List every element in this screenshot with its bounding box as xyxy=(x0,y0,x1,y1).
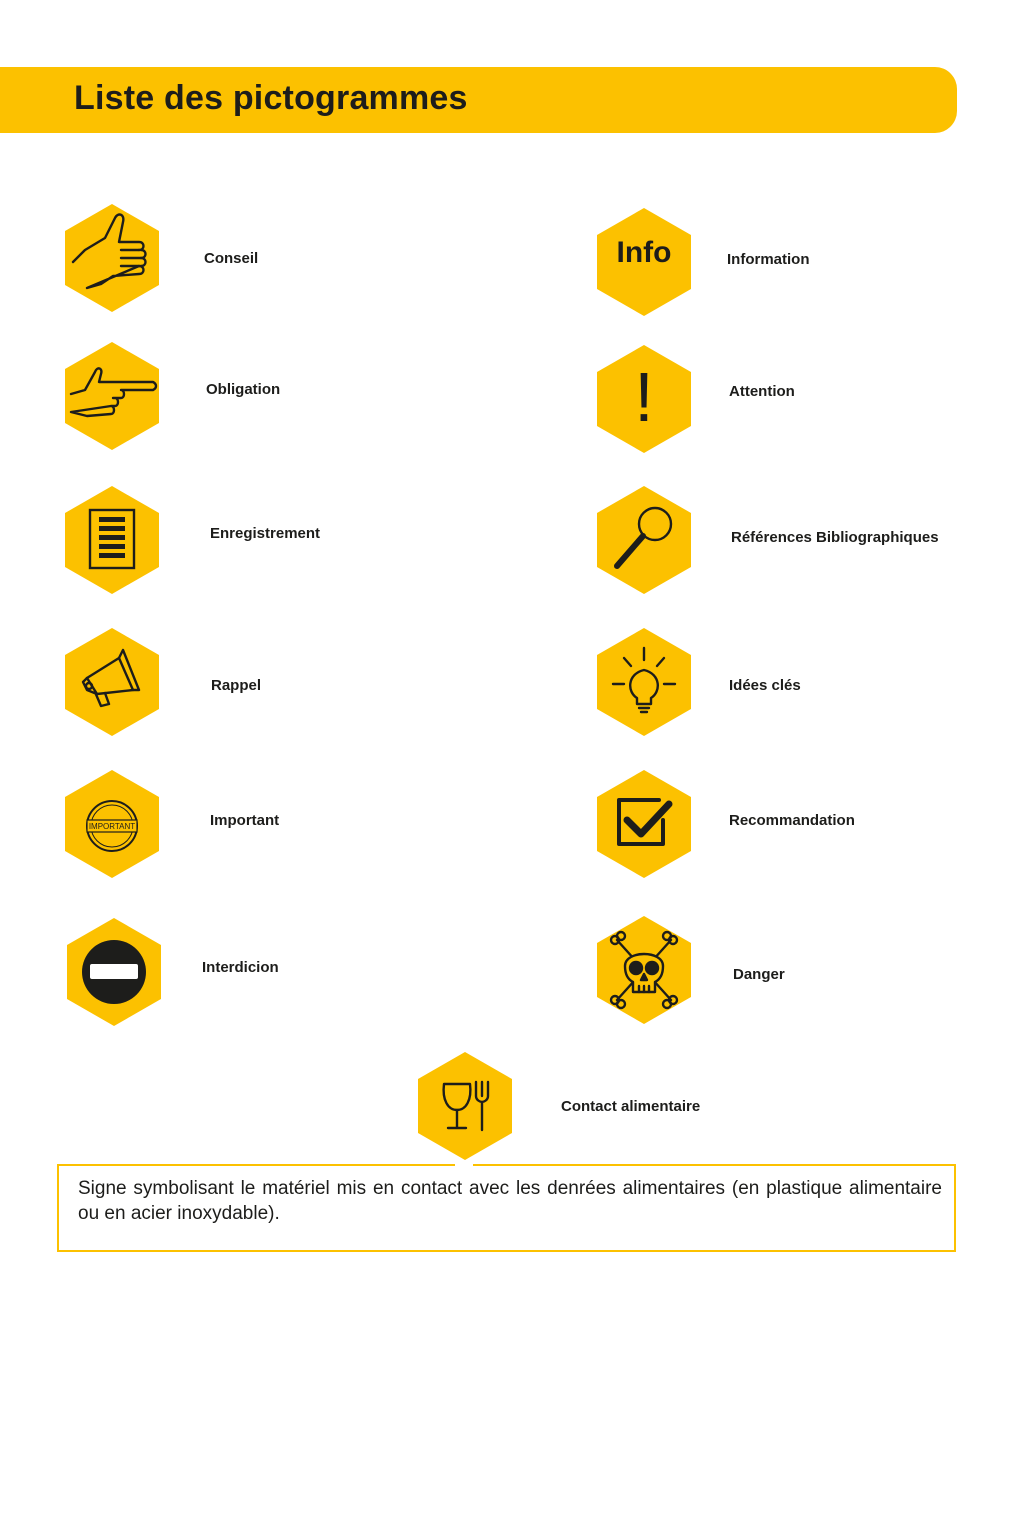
pictogram-label: Conseil xyxy=(204,250,259,267)
pictogram-label: Idées clés xyxy=(729,677,801,694)
description-box xyxy=(57,1164,956,1252)
document-icon xyxy=(65,486,159,594)
thumbs-up-icon xyxy=(65,204,159,312)
pictogram-label: Contact alimentaire xyxy=(561,1098,701,1115)
page-title: Liste des pictogrammes xyxy=(74,79,468,117)
title-banner xyxy=(0,67,957,133)
checkbox-icon xyxy=(597,770,691,878)
pictogram-label: Recommandation xyxy=(729,812,855,829)
pictogram-label: Danger xyxy=(733,966,785,983)
svg-text:IMPORTANT: IMPORTANT xyxy=(88,822,136,831)
magnifier-icon xyxy=(597,486,691,594)
callout-gap xyxy=(455,1160,473,1168)
pictogram-label: Information xyxy=(727,251,810,268)
description-text: Signe symbolisant le matériel mis en contact avec les denrées alimentaires (en plastique alimentaire ou en acier inoxydable). xyxy=(78,1178,942,1224)
pointing-hand-icon xyxy=(65,342,159,450)
info-icon: Info xyxy=(597,208,691,316)
no-entry-icon xyxy=(67,918,161,1026)
pictogram-label: Références Bibliographiques xyxy=(731,529,939,546)
skull-crossbones-icon xyxy=(597,916,691,1024)
important-stamp-icon xyxy=(65,770,159,878)
pictogram-label: Important xyxy=(210,812,280,829)
exclamation-icon: ! xyxy=(597,345,691,453)
pictogram-label: Interdicion xyxy=(202,959,279,976)
lightbulb-icon xyxy=(597,628,691,736)
pictogram-label: Enregistrement xyxy=(210,525,321,542)
glass-fork-icon xyxy=(418,1052,512,1160)
pictogram-label: Rappel xyxy=(211,677,262,694)
megaphone-icon xyxy=(65,628,159,736)
pictogram-label: Attention xyxy=(729,383,795,400)
pictogram-label: Obligation xyxy=(206,381,281,398)
